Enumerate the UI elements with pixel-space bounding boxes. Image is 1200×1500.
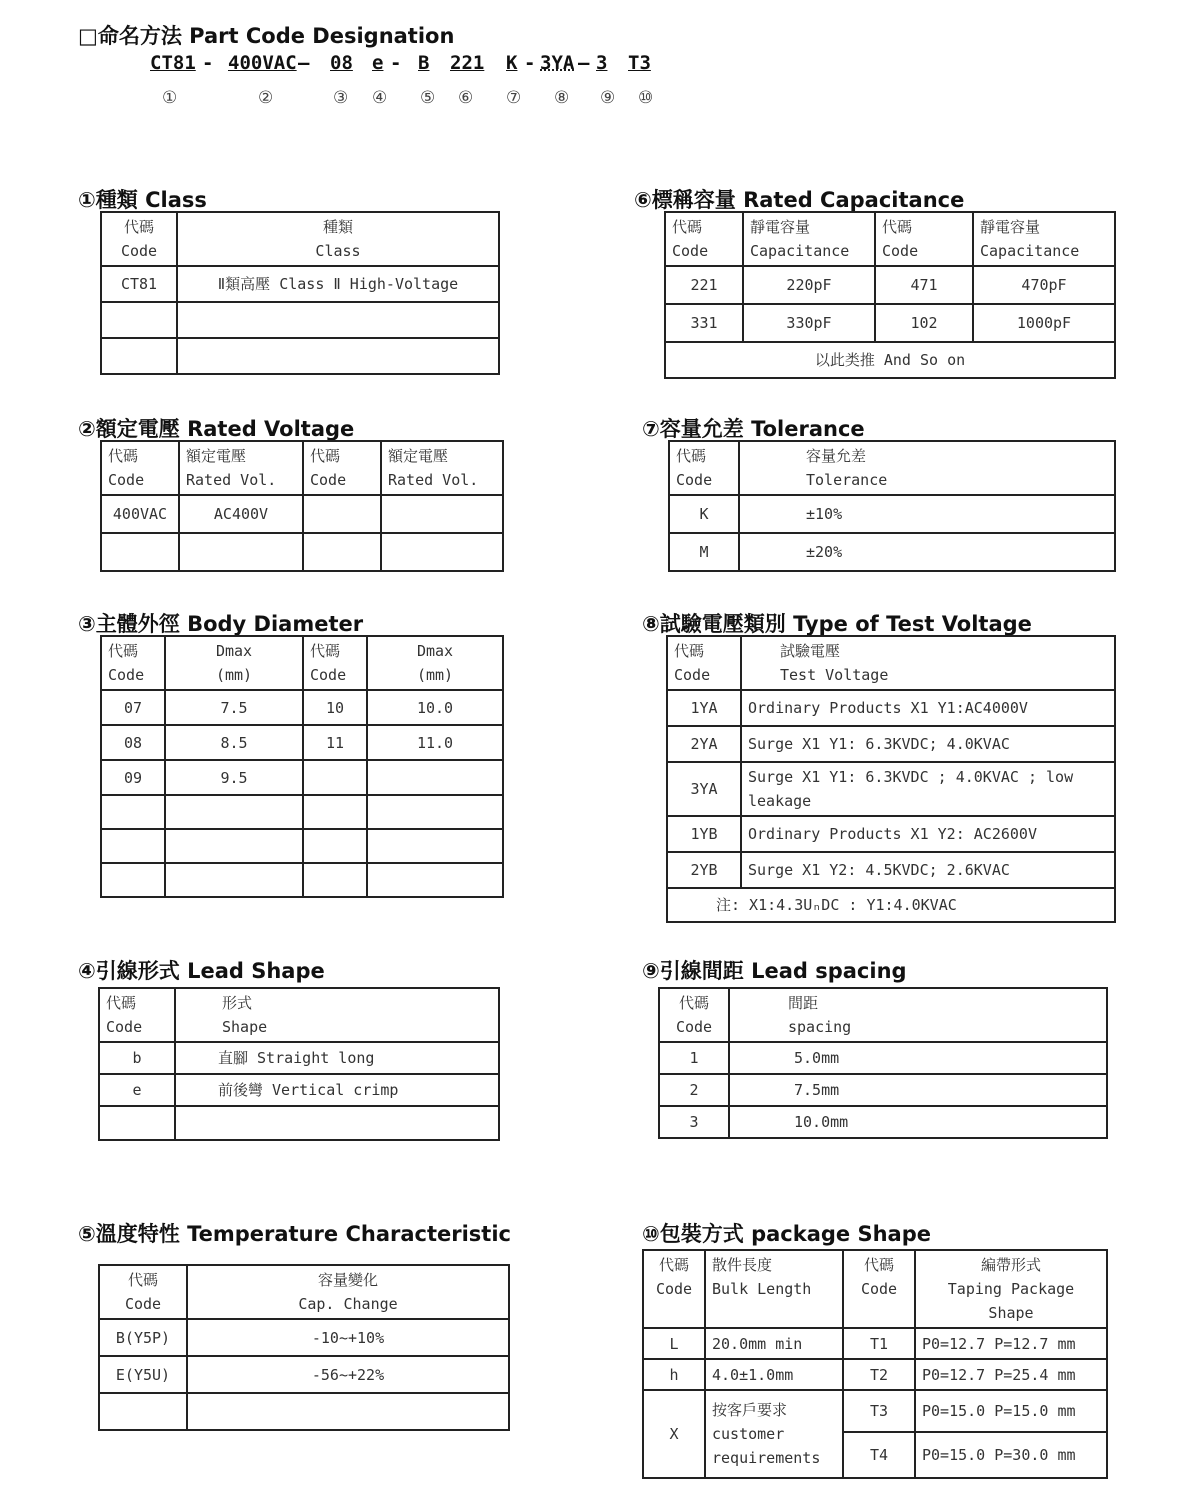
position-number: ⑥	[458, 88, 474, 108]
table-header-cell: 間距 spacing	[729, 988, 1107, 1042]
table-cell	[99, 1393, 187, 1430]
table-cell: 1YA	[667, 690, 741, 726]
table-cell	[179, 533, 303, 571]
table-header-cell: 試驗電壓 Test Voltage	[741, 636, 1115, 690]
table-cell: P0=15.0 P=15.0 mm	[915, 1390, 1107, 1432]
class-table	[100, 211, 500, 375]
table-header-cell: 容量變化 Cap. Change	[187, 1265, 509, 1319]
part-code-segment: CT81	[150, 52, 196, 74]
table-cell: 1000pF	[973, 304, 1115, 342]
table-header-cell: 代碼 Code	[101, 636, 165, 690]
table-cell	[165, 795, 303, 829]
table-cell	[303, 795, 367, 829]
table-cell: 220pF	[743, 266, 875, 304]
temperature-section-title: ⑤溫度特性 Temperature Characteristic	[78, 1222, 511, 1246]
table-cell: T3	[843, 1390, 915, 1432]
part-code-segment: 3	[596, 52, 608, 74]
table-cell: 按客戶要求 customer requirements	[705, 1390, 843, 1478]
table-cell: Ordinary Products X1 Y2: AC2600V	[741, 816, 1115, 852]
table-cell: e	[99, 1074, 175, 1106]
table-cell: 4.0±1.0mm	[705, 1359, 843, 1390]
table-cell: P0=12.7 P=25.4 mm	[915, 1359, 1107, 1390]
table-footer-note: 注: X1:4.3UₙDC : Y1:4.0KVAC	[667, 888, 1115, 922]
table-header-cell: 代碼 Code	[659, 988, 729, 1042]
table-cell	[367, 829, 503, 863]
part-code-segment: 400VAC	[228, 52, 297, 74]
diameter-table	[100, 635, 504, 898]
diameter-section-title: ③主體外徑 Body Diameter	[78, 612, 364, 636]
table-cell	[165, 863, 303, 897]
table-cell: 470pF	[973, 266, 1115, 304]
part-code-segment: B	[418, 52, 430, 74]
table-cell	[177, 338, 499, 374]
lead-shape-table	[98, 987, 500, 1141]
class-section-title: ①種類 Class	[78, 188, 207, 212]
part-code-line	[150, 52, 670, 76]
part-code-segment: T3	[628, 52, 651, 74]
table-cell: -10~+10%	[187, 1319, 509, 1356]
table-cell: 331	[665, 304, 743, 342]
table-header-cell: 靜電容量 Capacitance	[973, 212, 1115, 266]
table-cell	[175, 1106, 499, 1140]
table-cell	[303, 863, 367, 897]
table-header-cell: 代碼 Code	[101, 441, 179, 495]
table-cell: 11	[303, 725, 367, 760]
table-cell: -56~+22%	[187, 1356, 509, 1393]
capacitance-section-title: ⑥標稱容量 Rated Capacitance	[634, 188, 965, 212]
table-cell	[303, 760, 367, 795]
table-cell: b	[99, 1042, 175, 1074]
table-cell	[101, 829, 165, 863]
table-cell: 5.0mm	[729, 1042, 1107, 1074]
table-header-cell: 代碼 Code	[99, 988, 175, 1042]
table-header-cell: 代碼 Code	[843, 1250, 915, 1328]
table-cell	[303, 495, 381, 533]
table-cell	[367, 795, 503, 829]
table-header-cell: 代碼 Code	[303, 636, 367, 690]
table-cell	[303, 829, 367, 863]
part-code-segment: K	[506, 52, 518, 74]
table-header-cell: 編帶形式 Taping Package Shape	[915, 1250, 1107, 1328]
position-number: ①	[162, 88, 178, 108]
table-cell	[101, 795, 165, 829]
table-cell: 2YA	[667, 726, 741, 762]
part-code-separator: -	[202, 52, 214, 74]
table-cell: h	[643, 1359, 705, 1390]
tolerance-section-title: ⑦容量允差 Tolerance	[642, 417, 865, 441]
part-code-separator: -	[524, 52, 536, 74]
part-code-segment: 3YA	[540, 52, 575, 74]
table-cell: 471	[875, 266, 973, 304]
table-cell: X	[643, 1390, 705, 1478]
table-cell	[367, 760, 503, 795]
table-header-cell: 散件長度 Bulk Length	[705, 1250, 843, 1328]
table-cell	[303, 533, 381, 571]
table-header-cell: 代碼 Code	[665, 212, 743, 266]
table-cell: 400VAC	[101, 495, 179, 533]
table-header-cell: 代碼 Code	[303, 441, 381, 495]
table-header-cell: Dmax (mm)	[165, 636, 303, 690]
table-header-cell: 代碼 Code	[643, 1250, 705, 1328]
table-cell: 直腳 Straight long	[175, 1042, 499, 1074]
table-cell: 11.0	[367, 725, 503, 760]
table-header-cell: 代碼 Code	[875, 212, 973, 266]
table-cell: 前後彎 Vertical crimp	[175, 1074, 499, 1106]
position-number: ③	[333, 88, 349, 108]
position-number: ⑧	[554, 88, 570, 108]
table-cell: 2	[659, 1074, 729, 1106]
title-box-icon: □	[78, 24, 98, 48]
voltage-table	[100, 440, 504, 572]
table-cell: Surge X1 Y1: 6.3KVDC; 4.0KVAC	[741, 726, 1115, 762]
table-cell: 7.5	[165, 690, 303, 725]
table-cell: Ordinary Products X1 Y1:AC4000V	[741, 690, 1115, 726]
part-code-segment: 221	[450, 52, 485, 74]
table-cell: T1	[843, 1328, 915, 1359]
table-cell: L	[643, 1328, 705, 1359]
table-footer-note: 以此类推 And So on	[665, 342, 1115, 378]
table-header-cell: 容量允差 Tolerance	[739, 441, 1115, 495]
part-code-separator: —	[578, 52, 590, 74]
lead-spacing-table	[658, 987, 1108, 1139]
table-cell: B(Y5P)	[99, 1319, 187, 1356]
table-header-cell: 額定電壓 Rated Vol.	[179, 441, 303, 495]
table-cell: Ⅱ類高壓 Class Ⅱ High-Voltage	[177, 266, 499, 302]
table-cell: T4	[843, 1432, 915, 1478]
table-cell: 3	[659, 1106, 729, 1138]
table-cell: 07	[101, 690, 165, 725]
table-cell: Surge X1 Y1: 6.3KVDC ; 4.0KVAC ; low leakage	[741, 762, 1115, 816]
table-cell: 08	[101, 725, 165, 760]
table-cell: P0=15.0 P=30.0 mm	[915, 1432, 1107, 1478]
table-cell: 102	[875, 304, 973, 342]
table-cell: 10.0	[367, 690, 503, 725]
table-header-cell: 額定電壓 Rated Vol.	[381, 441, 503, 495]
table-cell: 221	[665, 266, 743, 304]
package-table	[642, 1249, 1108, 1479]
table-cell: AC400V	[179, 495, 303, 533]
table-header-cell: Dmax (mm)	[367, 636, 503, 690]
position-number: ⑨	[600, 88, 616, 108]
test-voltage-table	[666, 635, 1116, 923]
table-cell: 2YB	[667, 852, 741, 888]
table-header-cell: 代碼 Code	[669, 441, 739, 495]
table-cell	[101, 338, 177, 374]
position-number: ⑦	[506, 88, 522, 108]
tolerance-table	[668, 440, 1116, 572]
table-cell	[367, 863, 503, 897]
table-cell: 7.5mm	[729, 1074, 1107, 1106]
table-cell: T2	[843, 1359, 915, 1390]
lead-shape-section-title: ④引線形式 Lead Shape	[78, 959, 325, 983]
table-cell: 8.5	[165, 725, 303, 760]
table-cell: CT81	[101, 266, 177, 302]
position-number: ②	[258, 88, 274, 108]
table-cell	[101, 863, 165, 897]
part-code-separator: -	[390, 52, 402, 74]
table-header-cell: 靜電容量 Capacitance	[743, 212, 875, 266]
table-cell	[99, 1106, 175, 1140]
table-cell: 09	[101, 760, 165, 795]
temperature-table	[98, 1264, 510, 1431]
table-cell	[187, 1393, 509, 1430]
table-cell	[177, 302, 499, 338]
table-header-cell: 代碼 Code	[99, 1265, 187, 1319]
table-cell: 1	[659, 1042, 729, 1074]
table-cell: 1YB	[667, 816, 741, 852]
table-cell: 3YA	[667, 762, 741, 816]
position-number: ⑤	[420, 88, 436, 108]
table-cell	[381, 495, 503, 533]
table-cell: E(Y5U)	[99, 1356, 187, 1393]
table-header-cell: 代碼 Code	[667, 636, 741, 690]
table-cell	[101, 302, 177, 338]
table-header-cell: 代碼 Code	[101, 212, 177, 266]
voltage-section-title: ②額定電壓 Rated Voltage	[78, 417, 355, 441]
table-cell: ±20%	[739, 533, 1115, 571]
position-number: ⑩	[638, 88, 654, 108]
part-code-separator: —	[298, 52, 310, 74]
part-code-segment: 08	[330, 52, 353, 74]
table-cell: M	[669, 533, 739, 571]
table-cell	[165, 829, 303, 863]
table-cell	[101, 533, 179, 571]
table-cell: 10	[303, 690, 367, 725]
test-voltage-section-title: ⑧試驗電壓類別 Type of Test Voltage	[642, 612, 1032, 636]
table-header-cell: 形式 Shape	[175, 988, 499, 1042]
position-number: ④	[372, 88, 388, 108]
table-cell: 330pF	[743, 304, 875, 342]
table-cell: 9.5	[165, 760, 303, 795]
table-cell: Surge X1 Y2: 4.5KVDC; 2.6KVAC	[741, 852, 1115, 888]
table-cell: K	[669, 495, 739, 533]
table-cell: 20.0mm min	[705, 1328, 843, 1359]
table-header-cell: 種類 Class	[177, 212, 499, 266]
table-cell	[381, 533, 503, 571]
table-cell: 10.0mm	[729, 1106, 1107, 1138]
package-section-title: ⑩包裝方式 package Shape	[642, 1222, 931, 1246]
capacitance-table	[664, 211, 1116, 379]
table-cell: P0=12.7 P=12.7 mm	[915, 1328, 1107, 1359]
page-title: □命名方法 Part Code Designation	[78, 24, 455, 48]
table-cell: ±10%	[739, 495, 1115, 533]
part-code-segment: e	[372, 52, 384, 74]
lead-spacing-section-title: ⑨引線間距 Lead spacing	[642, 959, 907, 983]
